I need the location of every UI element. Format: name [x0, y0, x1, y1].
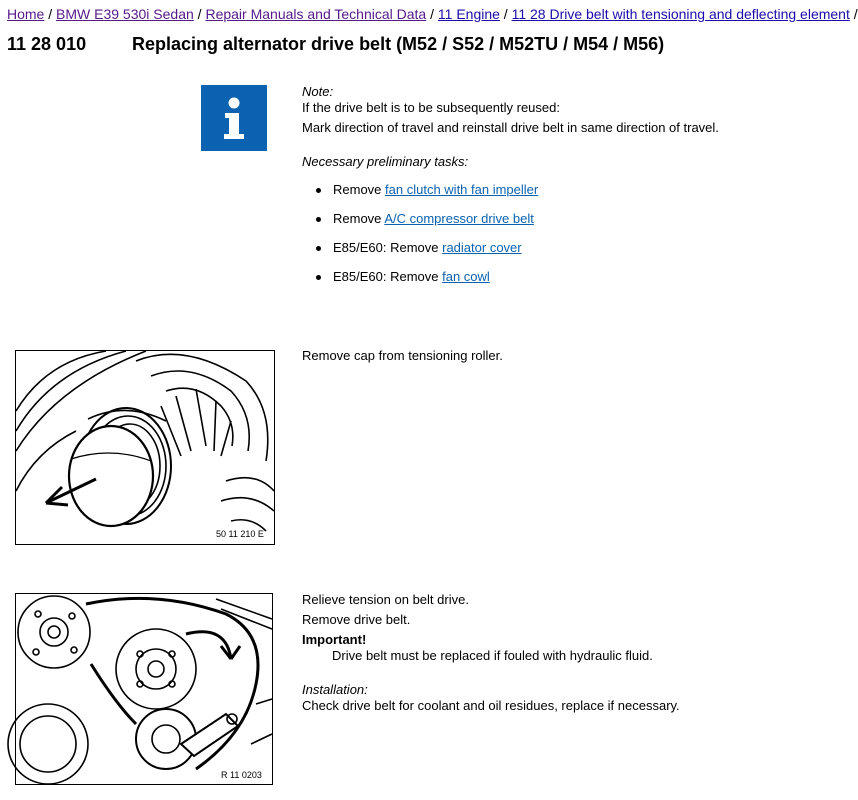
- task-prefix: E85/E60: Remove: [333, 240, 443, 255]
- step-2-text: [302, 592, 680, 714]
- page-title: Replacing alternator drive belt (M52 / S52 / M52TU / M54 / M56): [132, 34, 665, 54]
- list-item: [302, 182, 538, 211]
- figure-2-label: R 11 0203: [221, 770, 262, 780]
- figure-belt-drive: [15, 593, 273, 785]
- tensioning-roller-illustration: [16, 351, 274, 544]
- step-2-line-1: Relieve tension on belt drive.: [302, 592, 469, 607]
- important-text: Drive belt must be replaced if fouled with hydraulic fluid.: [332, 648, 653, 663]
- task-prefix: E85/E60: Remove: [333, 269, 443, 284]
- link-ac-compressor-belt[interactable]: A/C compressor drive belt: [384, 211, 534, 226]
- note-line-1: If the drive belt is to be subsequently reused:: [302, 100, 560, 115]
- note-heading: Note:: [302, 84, 334, 99]
- breadcrumb-repair-manuals[interactable]: Repair Manuals and Technical Data: [205, 6, 427, 22]
- breadcrumb-vehicle[interactable]: BMW E39 530i Sedan: [56, 6, 194, 22]
- breadcrumb-drive-belt[interactable]: 11 28 Drive belt with tensioning and deflecting element: [511, 6, 850, 22]
- installation-text: Check drive belt for coolant and oil residues, replace if necessary.: [302, 698, 680, 713]
- task-prefix: Remove: [333, 211, 385, 226]
- note-line-2: Mark direction of travel and reinstall drive belt in same direction of travel.: [302, 120, 719, 135]
- figure-tensioning-roller: [15, 350, 275, 545]
- repair-code: 11 28 010: [7, 34, 87, 54]
- belt-drive-illustration: [16, 594, 272, 784]
- note-block: [302, 84, 719, 136]
- info-icon: [201, 85, 267, 151]
- list-item: [302, 269, 538, 298]
- installation-heading: Installation:: [302, 682, 368, 697]
- preliminary-tasks: [302, 154, 538, 298]
- task-prefix: Remove: [333, 182, 386, 197]
- list-item: [302, 211, 538, 240]
- preliminary-heading: Necessary preliminary tasks:: [302, 154, 469, 169]
- step-2-line-2: Remove drive belt.: [302, 612, 411, 627]
- link-fan-clutch[interactable]: fan clutch with fan impeller: [385, 182, 539, 197]
- list-item: [302, 240, 538, 269]
- important-heading: Important!: [302, 632, 367, 647]
- step-1-text: Remove cap from tensioning roller.: [302, 348, 503, 363]
- breadcrumb-engine[interactable]: 11 Engine: [437, 6, 500, 22]
- breadcrumb-home[interactable]: Home: [7, 6, 45, 22]
- link-fan-cowl[interactable]: fan cowl: [442, 269, 490, 284]
- link-radiator-cover[interactable]: radiator cover: [442, 240, 522, 255]
- breadcrumb: Home / BMW E39 530i Sedan / Repair Manuals and Technical Data / 11 Engine / 11 28 Drive belt with tensioning and deflecting element /: [7, 6, 858, 22]
- task-list: [302, 182, 538, 298]
- figure-1-label: 50 11 210 E: [216, 529, 264, 539]
